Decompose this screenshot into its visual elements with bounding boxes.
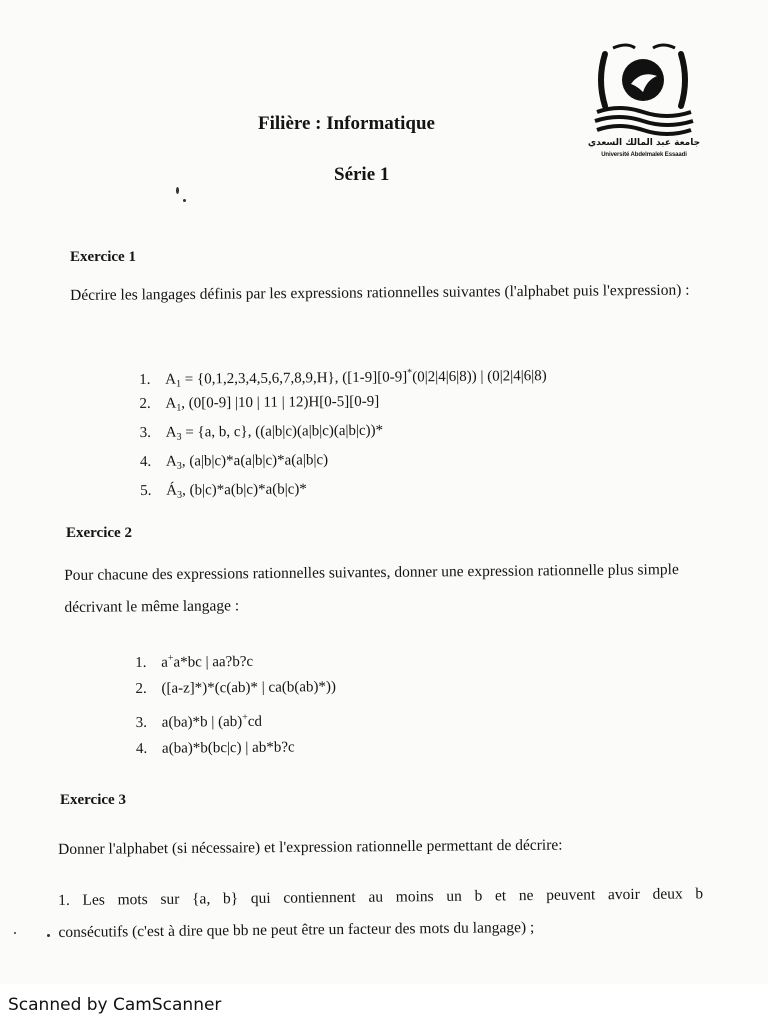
list-item: 1. $A_1 = \{0,1,2,3,4,5,6,7,8,9,H\}$, ([1-9][0-9]*(0|2|4|6|8)) | (0|2|4|6|8)	[139, 367, 547, 390]
exercice-2-intro: Pour chacune des expressions rationnelles suivantes, donner une expression rationnelle plus simple décrivant le même langage :	[64, 561, 679, 616]
scan-speck	[14, 932, 16, 934]
exercice-3-item-1	[58, 878, 704, 949]
list-item: 1. a+a*bc | aa?b?c	[135, 652, 254, 671]
list-item: 5. $Á_3$, (b|c)*a(b|c)*a(b|c)*	[140, 481, 307, 501]
list-item: 3. $A_3 = \{a$, b, c}, ((a|b|c)(a|b|c)(a|b|c))*	[139, 422, 384, 443]
university-emblem-icon	[583, 40, 705, 138]
scanner-watermark: Scanned by CamScanner	[8, 995, 222, 1015]
exercice-2-heading: Exercice 2	[66, 525, 132, 541]
filiere-title: Filière : Informatique	[258, 113, 435, 134]
list-item: 2. ([a-z]*)*(c(ab)* | ca(b(ab)*))	[135, 679, 337, 697]
exercice-1-list	[139, 357, 548, 506]
university-logo	[583, 40, 705, 165]
logo-latin-caption: Université Abdelmalek Essaadi	[601, 152, 687, 158]
serie-title: Série 1	[334, 164, 390, 185]
logo-arabic-caption: جامعة عبد المالك السعدي	[587, 138, 701, 148]
list-item: 4. $A_3$, (a|b|c)*a(a|b|c)*a(a|b|c)	[139, 452, 329, 472]
scan-speck	[47, 934, 50, 937]
scan-speck	[176, 187, 179, 194]
exercice-3-intro: Donner l'alphabet (si nécessaire) et l'expression rationnelle permettant de décrire:	[58, 836, 563, 858]
scanner-footer	[0, 984, 768, 1024]
exercice-1-heading: Exercice 1	[70, 249, 136, 265]
exercice-3-item-1-line-2: consécutifs (c'est à dire que bb ne peut être un facteur des mots du langage) ;	[58, 919, 535, 941]
scan-speck	[183, 199, 186, 202]
list-item: 3. a(ba)*b | (ab)+cd	[135, 711, 263, 731]
exercice-2-list	[135, 642, 337, 764]
exercice-3-heading: Exercice 3	[60, 792, 126, 808]
exercice-1-intro: Décrire les langages définis par les expressions rationnelles suivantes (l'alphabet puis l'expression) :	[70, 281, 690, 304]
list-item: 4. a(ba)*b(bc|c) | ab*b?c	[135, 739, 295, 757]
exercice-3-item-1-line-1: 1. Les mots sur {a, b} qui contiennent au moins un b et ne peuvent avoir deux b	[58, 885, 704, 909]
list-item: 2. $A_1$, (0[0-9] |10 | 11 | 12)H[0-5][0-9]	[139, 393, 380, 414]
